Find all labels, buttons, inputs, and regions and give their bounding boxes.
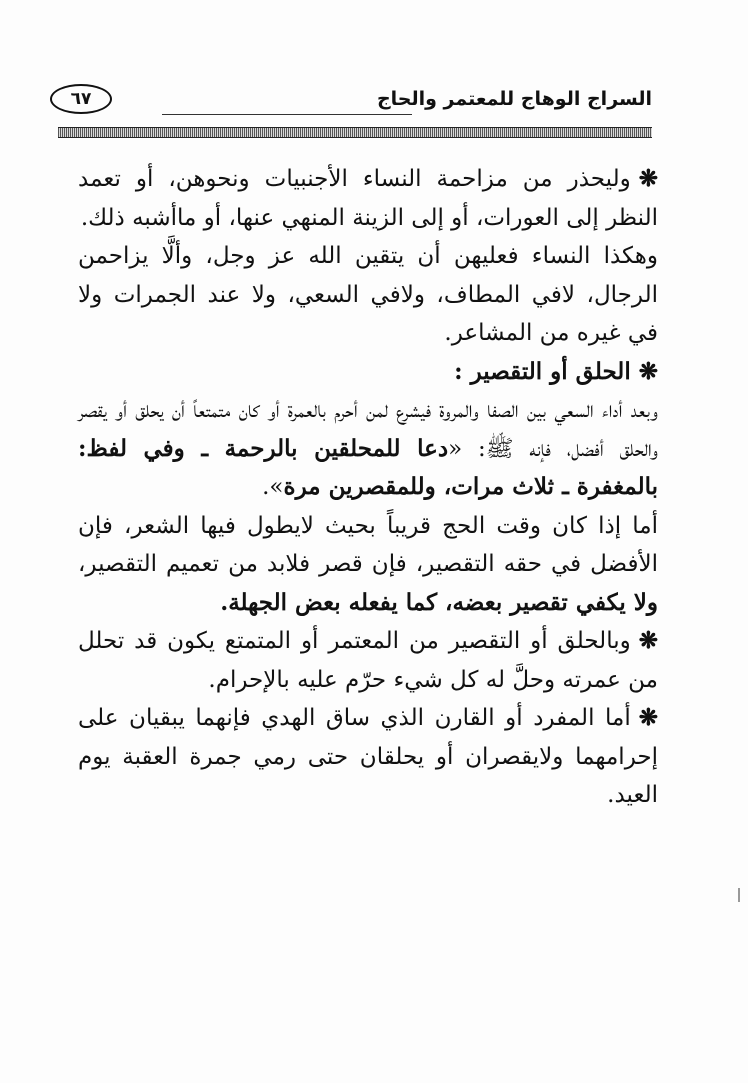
paragraph-star-icon: ❋ [638,165,658,192]
hadith-quote: دعا للمحلقين بالرحمة ـ وفي لفظ: بالمغفرة ـ ثلاث مرات، وللمقصرين مرة [78,434,658,500]
page-header [50,80,652,124]
paragraph-1 [78,160,670,237]
paragraph-4-text: أما إذا كان وقت الحج قريباً بحيث لايطول فيها الشعر، فإن الأفضل في حقه التقصير، فإن قصر فلابد من تعميم التقصير، [78,512,658,577]
paragraph-1-text: وليحذر من مزاحمة النساء الأجنبيات ونحوهن، أو تعمد النظر إلى العورات، أو إلى الزينة المنهي عنها، أو ماأشبه ذلك. [78,166,658,231]
paragraph-star-icon: ❋ [638,704,658,731]
page-body [78,160,670,815]
heading-star-icon: ❋ [638,357,658,385]
paragraph-3-text: وبعد أداء السعي بين الصفا والمروة فيشرع لمن أحرم بالعمرة أو كان متمتعاً أن يحلق أو يقصر والحلق أفضل، فإنه ﷺ: « [78,397,658,462]
book-title: السراج الوهاج للمعتمر والحاج [376,88,652,110]
header-decorative-rule [58,127,652,138]
paragraph-6-text: أما المفرد أو القارن الذي ساق الهدي فإنهما يبقيان على إحرامهما ولايقصران أو يحلقان حتى رمي جمرة العقبة يوم العيد. [78,705,658,808]
scan-margin-mark [738,888,740,902]
paragraph-4 [78,507,670,623]
paragraph-star-icon: ❋ [638,627,658,654]
header-divider-line [162,114,412,115]
paragraph-3-end: ». [262,474,284,500]
paragraph-3 [78,391,670,507]
paragraph-5 [78,622,670,699]
paragraph-2 [78,237,670,353]
section-heading-text: الحلق أو التقصير : [454,357,631,385]
page-number: ٦٧ [50,84,112,114]
paragraph-4-bold: ولا يكفي تقصير بعضه، كما يفعله بعض الجهلة. [220,588,658,616]
paragraph-5-text: وبالحلق أو التقصير من المعتمر أو المتمتع يكون قد تحلل من عمرته وحلَّ له كل شيء حرّم عليه بالإحرام. [78,628,658,693]
paragraph-2-text: وهكذا النساء فعليهن أن يتقين الله عز وجل، وألَّا يزاحمن الرجال، لافي المطاف، ولافي السعي، ولا عند الجمرات ولا في غيره من المشاعر. [78,243,658,346]
section-heading [78,353,670,392]
paragraph-6 [78,699,670,815]
